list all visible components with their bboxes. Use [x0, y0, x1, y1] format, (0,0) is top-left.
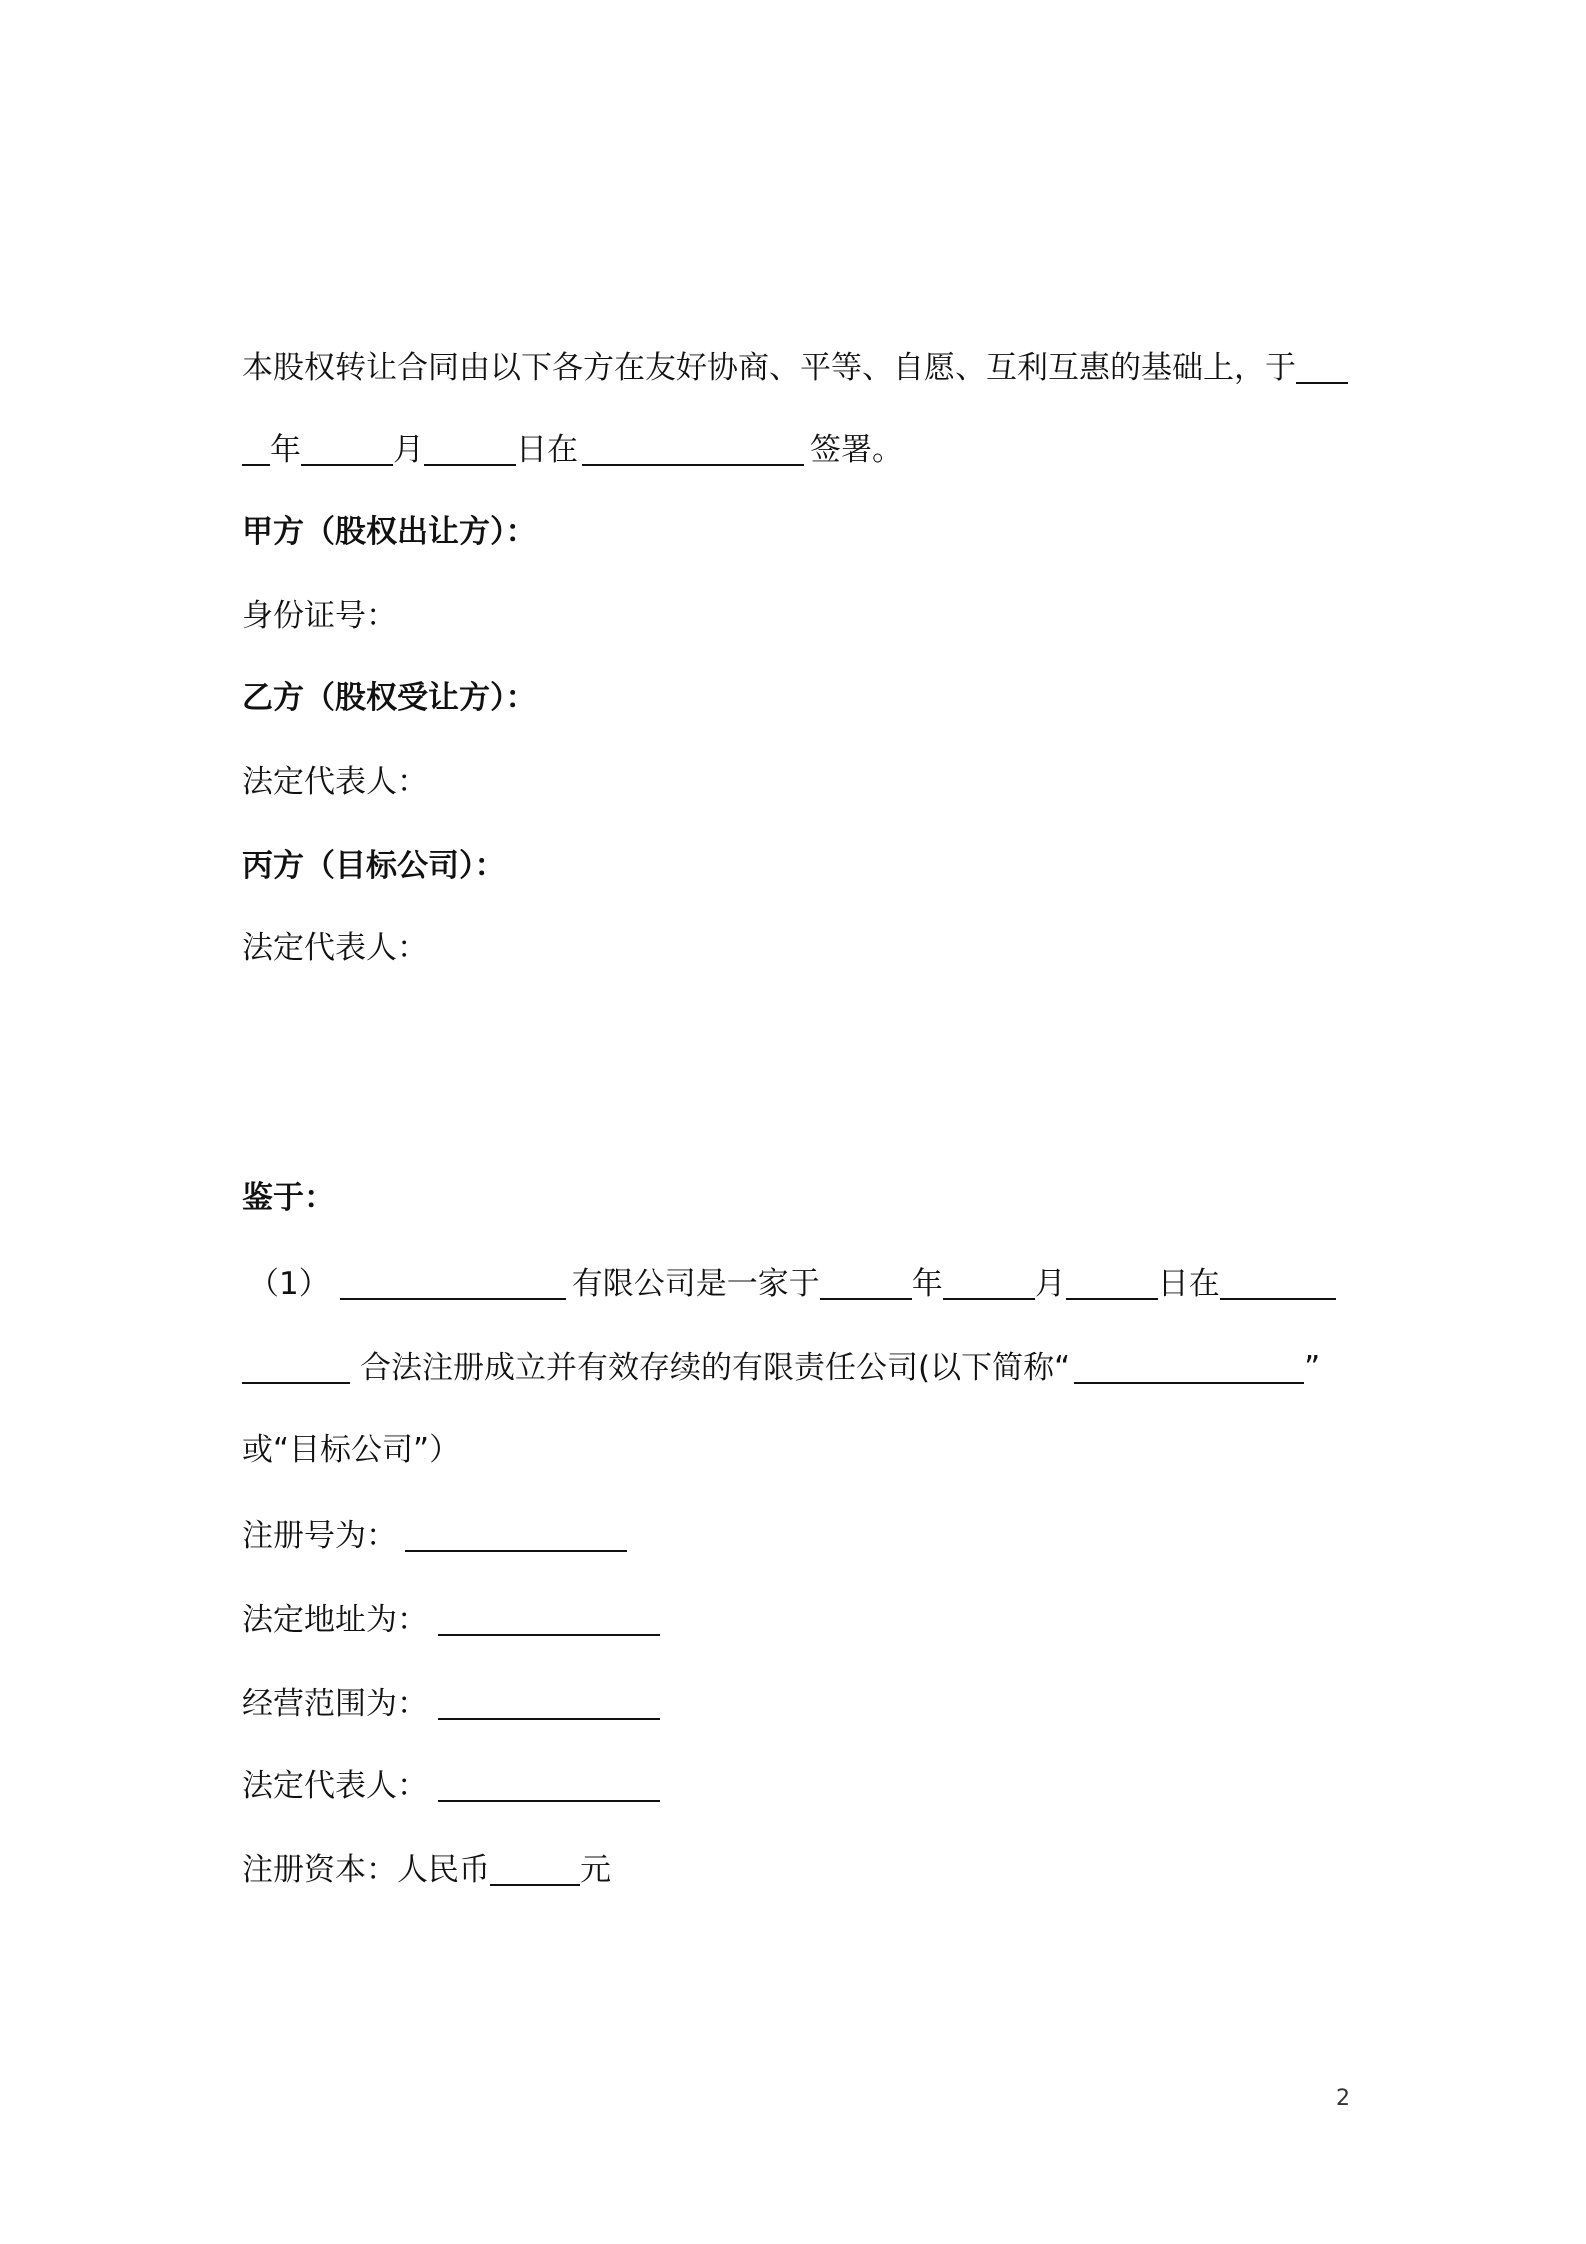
year-label: 年: [270, 432, 301, 468]
item-line-2-text: 合法注册成立并有效存续的有限责任公司(以下简称“: [360, 1350, 1071, 1386]
date-blank-day[interactable]: [424, 428, 516, 466]
company-name-blank[interactable]: [340, 1262, 566, 1300]
short-name-blank[interactable]: [1074, 1346, 1304, 1384]
place-blank[interactable]: [582, 428, 804, 466]
intro-line-2: [242, 428, 903, 472]
whereas-heading: 鉴于：: [242, 1180, 335, 1216]
scope-row: [242, 1682, 660, 1726]
party-c-heading: 丙方（目标公司）：: [242, 848, 506, 884]
party-b-heading: 乙方（股权受让方）：: [242, 680, 537, 716]
address-row: [242, 1598, 660, 1642]
reg-year-label: 年: [911, 1266, 943, 1302]
reg-month-label: 月: [1034, 1266, 1066, 1302]
address-blank[interactable]: [438, 1598, 660, 1636]
party-a-heading: 甲方（股权出让方）：: [242, 514, 537, 550]
capital-prefix-label: 注册资本：人民币: [242, 1852, 490, 1888]
reg-place-blank-part2[interactable]: [242, 1346, 350, 1384]
item-company-text: 有限公司是一家于: [571, 1266, 820, 1302]
capital-unit-label: 元: [580, 1852, 611, 1888]
capital-amount-blank[interactable]: [490, 1848, 580, 1886]
whereas-item-1-line-3: 或“目标公司”）: [242, 1432, 461, 1468]
party-c-rep-label: 法定代表人：: [242, 930, 428, 966]
reg-no-row: [242, 1514, 627, 1558]
rep-blank[interactable]: [438, 1764, 660, 1802]
reg-year-blank[interactable]: [820, 1262, 912, 1300]
month-label: 月: [393, 432, 424, 468]
reg-no-label: 注册号为：: [242, 1518, 397, 1554]
rep-label: 法定代表人：: [242, 1768, 428, 1804]
reg-no-blank[interactable]: [405, 1514, 627, 1552]
whereas-item-1-line-2: [242, 1346, 1320, 1390]
reg-month-blank[interactable]: [943, 1262, 1035, 1300]
reg-day-blank[interactable]: [1066, 1262, 1158, 1300]
scope-label: 经营范围为：: [242, 1686, 428, 1722]
date-blank-month[interactable]: [301, 428, 393, 466]
id-number-label: 身份证号：: [242, 598, 397, 634]
date-blank-year-part1[interactable]: [1296, 346, 1348, 384]
reg-place-blank-part1[interactable]: [1220, 1262, 1336, 1300]
whereas-item-1-line-1: [248, 1262, 1336, 1306]
rep-row: [242, 1764, 660, 1808]
address-label: 法定地址为：: [242, 1602, 428, 1638]
page-number: 2: [1336, 2086, 1350, 2111]
close-quote: ”: [1304, 1350, 1321, 1386]
scope-blank[interactable]: [438, 1682, 660, 1720]
capital-row: [242, 1848, 611, 1892]
date-blank-year-part2[interactable]: [242, 428, 270, 466]
party-b-rep-label: 法定代表人：: [242, 764, 428, 800]
item-index: （1）: [248, 1266, 330, 1302]
reg-day-at-label: 日在: [1157, 1266, 1220, 1302]
signed-label: 签署。: [810, 432, 903, 468]
day-at-label: 日在: [516, 432, 578, 468]
intro-line-1: [242, 346, 1348, 390]
intro-text: 本股权转让合同由以下各方在友好协商、平等、自愿、互利互惠的基础上，于: [242, 350, 1296, 386]
